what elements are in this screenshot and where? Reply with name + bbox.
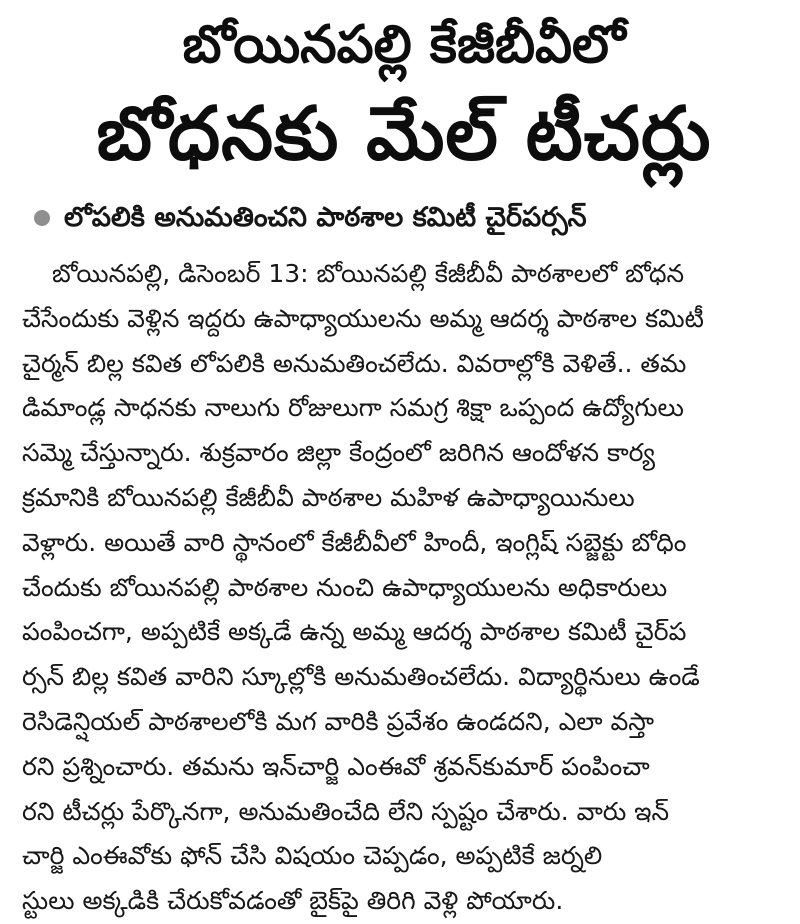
body-line: స్టులు అక్కడికి చేరుకోవడంతో బైక్‌పై తిరిగి వెళ్లి పోయారు. bbox=[22, 886, 564, 916]
headline-line-2: బోధనకు మేల్ టీచర్లు bbox=[96, 91, 712, 177]
body-line: చేందుకు బోయినపల్లి పాఠశాల నుంచి ఉపాధ్యాయులను అధికారులు bbox=[22, 572, 668, 602]
bullet-icon bbox=[34, 210, 50, 226]
body-line: రెసిడెన్షియల్ పాఠశాలలోకి మగ వారికి ప్రవేశం ఉండదని, ఎలా వస్తా bbox=[22, 706, 655, 736]
body-line: చేసేందుకు వెళ్లిన ఇద్దరు ఉపాధ్యాయులను అమ్మ ఆదర్శ పాఠశాల కమిటీ bbox=[22, 303, 704, 333]
body-line: డిమాండ్ల సాధనకు నాలుగు రోజులుగా సమగ్ర శిక్షా ఒప్పంద ఉద్యోగులు bbox=[22, 393, 684, 423]
body-line: చైర్మన్ బిల్ల కవిత లోపలికి అనుమతించలేదు. వివరాల్లోకి వెళితే.. తమ bbox=[22, 348, 687, 378]
subheadline bbox=[34, 198, 786, 238]
article-body bbox=[22, 252, 786, 924]
body-line: వెళ్లారు. అయితే వారి స్థానంలో కేజీబీవీలో హిందీ, ఇంగ్లిష్ సబ్జెక్టు బోధిం bbox=[22, 527, 687, 557]
headline-line-1: బోయినపల్లి కేజీబీవీలో bbox=[182, 15, 626, 75]
subheadline-text: లోపలికి అనుమతించని పాఠశాల కమిటీ చైర్‌పర్సన్ bbox=[64, 202, 587, 233]
body-line: చార్జి ఎంఈవోకు ఫోన్ చేసి విషయం చెప్పడం, అప్పటికే జర్నలి bbox=[22, 841, 603, 871]
body-line: పంపించగా, అప్పటికే అక్కడే ఉన్న అమ్మ ఆదర్శ పాఠశాల కమిటీ చైర్‌ప bbox=[22, 617, 687, 647]
body-line: క్రమానికి బోయినపల్లి కేజీబీవీ పాఠశాల మహిళ ఉపాధ్యాయినులు bbox=[22, 482, 635, 512]
body-line: రని ప్రశ్నించారు. తమను ఇన్‌చార్జి ఎంఈవో శ్రవన్‌కుమార్ పంపించా bbox=[22, 751, 650, 781]
body-line: బోయినపల్లి, డిసెంబర్ 13: బోయినపల్లి కేజీబీవీ పాఠశాలలో బోధన bbox=[52, 259, 685, 288]
body-line: ర్సన్ బిల్ల కవిత వారిని స్కూల్లోకి అనుమతించలేదు. విద్యార్థినులు ఉండే bbox=[22, 662, 700, 692]
body-line: సమ్మె చేస్తున్నారు. శుక్రవారం జిల్లా కేంద్రంలో జరిగిన ఆందోళన కార్య bbox=[22, 438, 655, 468]
body-line: రని టీచర్లు పేర్కొనగా, అనుమతించేది లేని స్పష్టం చేశారు. వారు ఇన్ bbox=[22, 796, 669, 826]
